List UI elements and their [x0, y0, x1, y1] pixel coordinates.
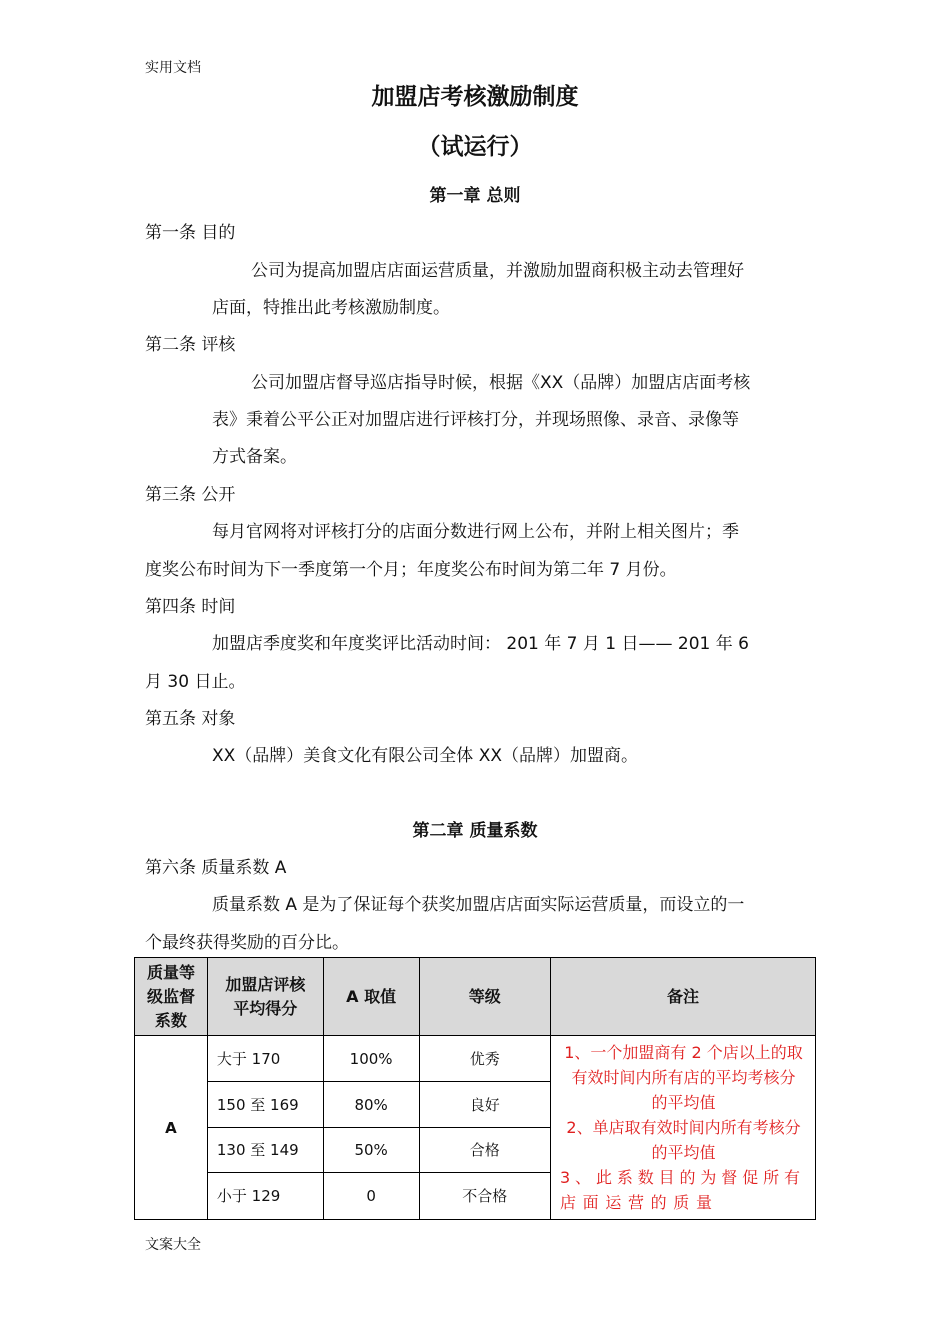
score-cell: 150 至 169 — [207, 1082, 323, 1128]
chapter-2-heading: 第二章 质量系数 — [412, 821, 538, 841]
value-cell: 80% — [323, 1082, 419, 1128]
article-6-heading: 第六条 质量系数 A — [145, 858, 287, 878]
article-6-line-2: 个最终获得奖励的百分比。 — [145, 933, 349, 953]
page-header: 实用文档 — [145, 60, 201, 76]
level-cell: 优秀 — [419, 1036, 550, 1082]
document-title: 加盟店考核激励制度 — [371, 84, 579, 110]
level-cell: 不合格 — [419, 1172, 550, 1219]
article-4-line-1: 加盟店季度奖和年度奖评比活动时间： 201 年 7 月 1 日—— 201 年 6 — [212, 634, 749, 654]
grade-cell: A — [135, 1036, 208, 1220]
note-cell — [550, 1036, 815, 1220]
article-5-line-1: XX（品牌）美食文化有限公司全体 XX（品牌）加盟商。 — [212, 746, 638, 766]
article-3-line-2: 度奖公布时间为下一季度第一个月；年度奖公布时间为第二年 7 月份。 — [145, 560, 677, 580]
note-line-1: 1、一个加盟商有 2 个店以上的取 — [564, 1043, 803, 1062]
header-note: 备注 — [550, 958, 815, 1036]
note-line-7: 店面运营的质量 — [559, 1193, 712, 1212]
article-2-heading: 第二条 评核 — [145, 335, 236, 355]
table-header-row — [135, 958, 816, 1036]
score-cell: 130 至 149 — [207, 1128, 323, 1173]
article-6-line-1: 质量系数 A 是为了保证每个获奖加盟店店面实际运营质量，而设立的一 — [212, 895, 745, 915]
level-cell: 良好 — [419, 1082, 550, 1128]
article-3-line-1: 每月官网将对评核打分的店面分数进行网上公布，并附上相关图片；季 — [212, 522, 739, 542]
table-row — [135, 1036, 816, 1082]
value-cell: 100% — [323, 1036, 419, 1082]
article-1-heading: 第一条 目的 — [145, 223, 236, 243]
header-grade: 质量等级监督系数 — [135, 958, 208, 1036]
value-cell: 0 — [323, 1172, 419, 1219]
article-2-line-2: 表》秉着公平公正对加盟店进行评核打分，并现场照像、录音、录像等 — [212, 410, 739, 430]
article-3-heading: 第三条 公开 — [145, 485, 236, 505]
level-cell: 合格 — [419, 1128, 550, 1173]
note-line-5: 的平均值 — [651, 1143, 716, 1162]
document-subtitle: （试运行） — [417, 134, 533, 160]
note-line-2: 有效时间内所有店的平均考核分 — [571, 1068, 796, 1087]
score-cell: 大于 170 — [207, 1036, 323, 1082]
article-1-line-1: 公司为提高加盟店店面运营质量，并激励加盟商积极主动去管理好 — [251, 261, 744, 281]
article-4-heading: 第四条 时间 — [145, 597, 236, 617]
chapter-1-heading: 第一章 总则 — [429, 186, 521, 206]
header-level: 等级 — [419, 958, 550, 1036]
note-line-6: 3、此系数目的为督促所有 — [559, 1168, 800, 1187]
note-line-3: 的平均值 — [651, 1093, 716, 1112]
article-2-line-1: 公司加盟店督导巡店指导时候，根据《XX（品牌）加盟店店面考核 — [251, 373, 751, 393]
article-5-heading: 第五条 对象 — [145, 709, 236, 729]
header-score: 加盟店评核平均得分 — [207, 958, 323, 1036]
header-a-value: A 取值 — [323, 958, 419, 1036]
quality-coefficient-table — [134, 957, 816, 1220]
article-2-line-3: 方式备案。 — [212, 447, 297, 467]
note-line-4: 2、单店取有效时间内所有考核分 — [566, 1118, 801, 1137]
value-cell: 50% — [323, 1128, 419, 1173]
score-cell: 小于 129 — [207, 1172, 323, 1219]
article-1-line-2: 店面，特推出此考核激励制度。 — [212, 298, 450, 318]
page-footer: 文案大全 — [145, 1237, 201, 1253]
article-4-line-2: 月 30 日止。 — [145, 672, 246, 692]
